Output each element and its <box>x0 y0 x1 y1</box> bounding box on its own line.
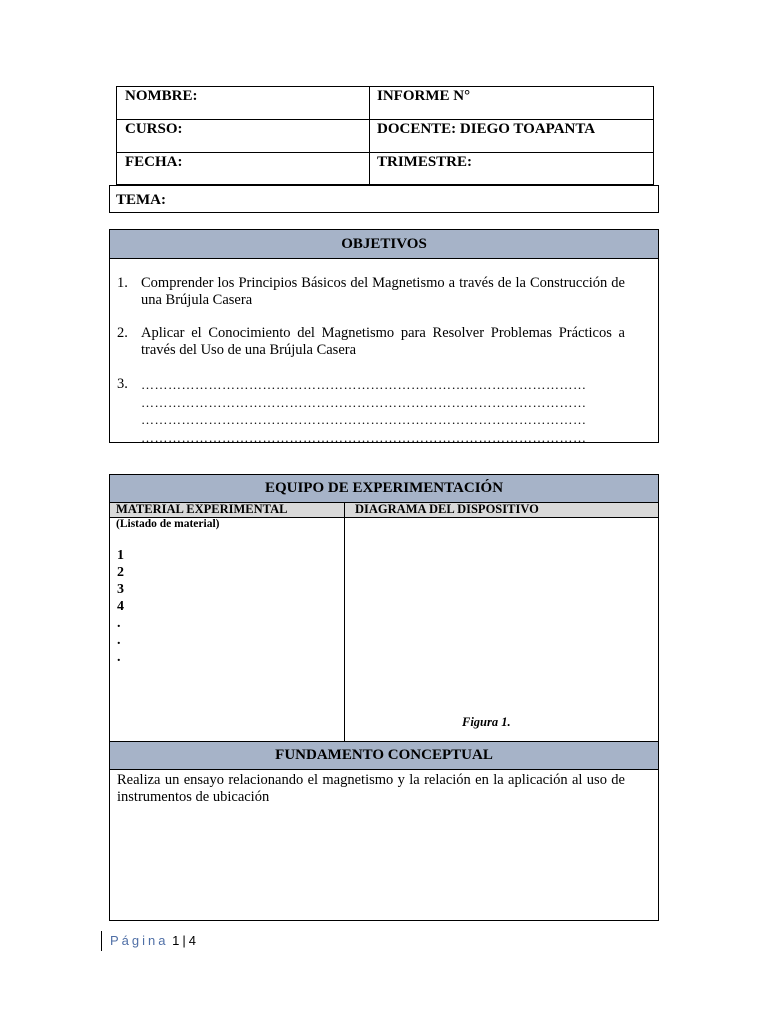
material-list-item: . <box>117 616 121 631</box>
material-list-item: 4 <box>117 599 124 614</box>
equipo-column-divider <box>344 503 345 741</box>
equipo-column-headers <box>110 503 658 518</box>
tema-label: TEMA: <box>116 192 166 208</box>
docente-label: DOCENTE: DIEGO TOAPANTA <box>377 121 596 137</box>
header-row-nombre <box>117 87 653 120</box>
header-table <box>116 86 654 185</box>
material-list-item: . <box>117 650 121 665</box>
material-list-item: . <box>117 633 121 648</box>
blank-line: ……………………………………………………………………………………… <box>141 429 587 445</box>
page-separator: | <box>182 933 186 948</box>
material-list-item: 1 <box>117 548 124 563</box>
fecha-label: FECHA: <box>125 154 183 170</box>
header-row-curso <box>117 120 653 153</box>
equipo-section <box>109 474 659 921</box>
tema-field <box>109 185 659 213</box>
objetivo-blank-lines <box>141 376 625 446</box>
material-column-header: MATERIAL EXPERIMENTAL <box>116 502 288 516</box>
nombre-label: NOMBRE: <box>125 88 198 104</box>
page-word: Página <box>110 933 169 948</box>
diagrama-column-header: DIAGRAMA DEL DISPOSITIVO <box>355 502 539 516</box>
objetivo-text: Comprender los Principios Básicos del Magnetismo a través de la Construcción de una Brújula Casera <box>141 275 625 308</box>
objetivo-text: Aplicar el Conocimiento del Magnetismo para Resolver Problemas Prácticos a través del Uso de una Brújula Casera <box>141 325 625 358</box>
objetivo-number: 1. <box>117 275 128 291</box>
page-total: 4 <box>188 933 196 948</box>
equipo-title: EQUIPO DE EXPERIMENTACIÓN <box>110 475 658 503</box>
objetivo-item-3 <box>117 376 625 446</box>
material-list-note: (Listado de material) <box>116 518 220 530</box>
page-current: 1 <box>172 933 180 948</box>
fundamento-text: Realiza un ensayo relacionando el magnetismo y la relación en la aplicación al uso de instrumentos de ubicación <box>117 772 625 805</box>
objetivos-section <box>109 229 659 443</box>
material-list-item: 2 <box>117 565 124 580</box>
trimestre-label: TRIMESTRE: <box>377 154 473 170</box>
page-footer <box>101 931 196 951</box>
objetivo-number: 3. <box>117 376 128 392</box>
material-list-item: 3 <box>117 582 124 597</box>
material-list <box>117 547 124 666</box>
fundamento-title: FUNDAMENTO CONCEPTUAL <box>110 741 658 770</box>
objetivo-item-2 <box>117 325 625 359</box>
objetivo-item-1 <box>117 275 625 309</box>
curso-label: CURSO: <box>125 121 183 137</box>
blank-line: ……………………………………………………………………………………… <box>141 412 587 427</box>
header-row-fecha <box>117 153 653 186</box>
objetivo-number: 2. <box>117 325 128 341</box>
objetivos-title: OBJETIVOS <box>110 230 658 259</box>
blank-line: ……………………………………………………………………………………… <box>141 394 587 410</box>
figure-caption: Figura 1. <box>462 715 511 729</box>
blank-line: ……………………………………………………………………………………… <box>141 377 587 392</box>
informe-label: INFORME N° <box>377 88 471 104</box>
